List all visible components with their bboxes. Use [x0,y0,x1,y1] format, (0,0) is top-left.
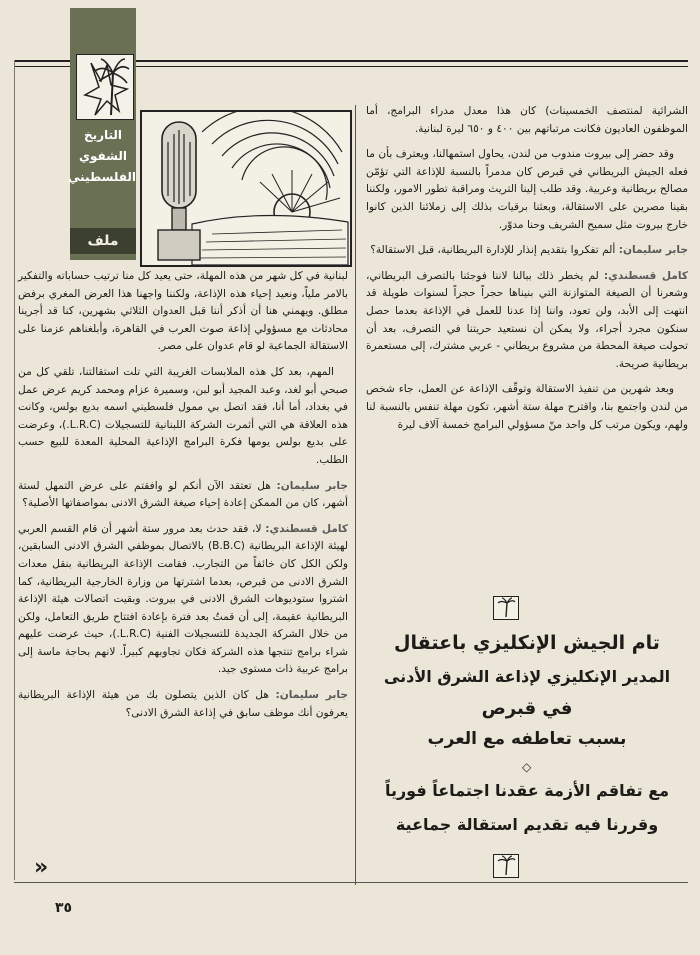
speaker-name: جابر سليمان: [276,479,348,492]
question [366,242,688,260]
column-divider [355,105,356,885]
answer [18,521,348,679]
microphone-icon [142,112,350,265]
pullquote-line: وقررنا فيه تقديم استقالة جماعية [395,815,659,834]
answer [366,268,688,374]
speaker-name: كامل قسطندي: [265,522,348,535]
radio-microphone-illustration [140,110,352,267]
margin-rule [14,60,15,880]
pullquote-line: في قبرص [481,698,573,719]
paragraph: وقد حضر إلى بيروت مندوب من لندن، يحاول استمهالنا، ويعترف بأن ما فعله الجيش البريطاني في قبرص كان مدمراً بالنسبة للإذاعة التي تؤمّن مصالح بريطانية وعربية. وقد طلب إلينا التريث ومراقبة تطور الامور، ولكننا بقينا مصرين على الاستقالة، وبعثنا برقيات بذلك إلى زملائنا الذين كانوا خارج بيروت مثل سميح الشريف وحنا مدوّر. [366,148,688,231]
continue-icon: « [34,855,49,880]
question [18,687,348,722]
question-text: هل كان الذين يتصلون بك من هيئة الإذاعة البريطانية يعرفون أنك موظف سابق في إذاعة الشرق الادنى؟ [18,689,348,719]
series-line: الشفوي [79,149,127,163]
series-title [70,125,136,188]
header-rule [136,60,688,62]
pullquote-line: تام الجيش الإنكليزي باعتقال [394,632,660,654]
series-line: التاريخ [83,128,123,142]
header-rule [14,60,70,62]
ornament-icon [493,596,519,620]
pullquote-line: مع تفاقم الأزمة عقدنا اجتماعاً فورياً [384,781,670,800]
pullquote-line: بسبب تعاطفه مع العرب [427,729,627,749]
speaker-name: جابر سليمان: [618,244,688,257]
pullquote-line: المدير الإنكليزي لإذاعة الشرق الأدنى [383,667,671,686]
header-rule-thin [14,66,70,67]
paragraph: وبعد شهرين من تنفيذ الاستقالة وتوقّف الإذاعة عن العمل، جاء شخص من لندن واجتمع بنا، واقترح مهلة ستة أشهر، تكون مهلة تنفس بالنسبة لنا ولهم، ويكون مرتب كل واحد منّ مسؤولي البرامج خمسة آلاف ليرة [366,383,688,431]
palm-tree-icon [77,55,133,119]
diamond-icon: ◇ [522,760,532,774]
right-column [366,103,688,434]
header-rule-thin [136,66,688,67]
speaker-name: كامل قسطندي: [603,269,688,282]
page-number: ٣٥ [55,900,73,916]
question-text: ألم تفكروا بتقديم إنذار للإدارة البريطانية، قبل الاستقالة؟ [370,244,616,257]
speaker-name: جابر سليمان: [275,689,349,702]
answer-text: لم يخطر ذلك ببالنا لاننا فوجئنا بالتصرف البريطاني، وشعرنا أن الصيغة المتوازنة التي بنيناها حجراً حجراً لسنوات طويلة قد انتهت إلى الأبد، ولن تعود، واننا إذا عدنا للعمل في الإذاعة بعدما حصل سنكون مجرد أجراء، ولا يمكن أن نستعيد حريتنا في التصرف، بعد أن تحولت صيغة المحطة من مشروع بريطاني - عربي مشترك، إلى مستعمرة بريطانية صريحة. [366,269,688,370]
section-logo [76,54,134,120]
ornament-icon [493,854,519,878]
question [18,478,348,513]
paragraph: الشرائية لمنتصف الخمسينات) كان هذا معدل مدراء البرامج، أما الموظفون العاديون فكانت مرتباتهم بين ٤٠٠ و ٦٥٠ ليرة لبنانية. [366,105,688,135]
paragraph: المهم، بعد كل هذه الملابسات الغريبة التي تلت استقالتنا، تلقي كل من صبحي أبو لغد، وعبد المجيد أبو لبن، وسميرة عزام ومحمد كريم عرض عمل في بغداد، أما أنا، فقد اتصل بي ممول فلسطيني اسمه بديع بولس، وكانت هذه العلاقة هي التي أثمرت الشركة اللبنانية للتسجيلات (L.R.C.)، وعرضت على بديع بولس يومها فكرة البرامج الإذاعية المحلية المعدة للبيع حسب الطلب. [18,365,349,466]
footer-rule [14,882,688,883]
series-line: الفلسطيني [68,170,136,184]
left-column [18,268,348,722]
answer-text: لا، فقد حدث بعد مرور ستة أشهر أن قام القسم العربي لهيئة الإذاعة البريطانية (B.B.C) بالاتصال بموظفي الشرق الادنى السابقين، ولكن الكل كان خائفاً من التجارب. فقامت الإذاعة البريطانية بنقل معدات الشرق الادنى من قبرص، بعدما اشترتها من وزارة الخارجية البريطانية، كما اشتروا ستوديوهات الشرق الادنى في بيروت. وبقيت اتصالات هيئة الإذاعة البريطانية عقيمة، إلى أن قمتُ بعد فترة بإعادة افتتاح طريق التعامل، ولكن من خلال الشركة الجديدة للتسجيلات الفنية (L.R.C.)، حيث عرضت عليهم شراء برامج تنتجها هذه الشركة فكان تجاوبهم كبيراً. لانهم بحاجة ماسة إلى برامج عربية ذات مستوى جيد. [18,522,348,676]
question-text: هل تعتقد الآن أنكم لو وافقتم على عرض التمهل لستة أشهر، كان من الممكن إعادة إحياء صيغة الشرق الادنى بمواصفاتها الأصلية؟ [18,479,348,510]
section-label: ملف [70,228,136,254]
paragraph: لبنانية في كل شهر من هذه المهلة، حتى يعيد كل منا ترتيب حساباته والتفكير بالامر ملياً، ونعيد إحياء هذه الإذاعة، ولكننا واجهنا هذا العرض المغري برفض مطلق. ويهمني هنا أن أذكر أننا قبل العدوان الثلاثي بشهرين، كنا قد أجرينا محادثات مع مسؤولي إذاعة صوت العرب في القاهرة، وأبلغناهم عزمنا على الاستقالة الجماعية لو قام عدوان على مصر. [18,270,348,353]
